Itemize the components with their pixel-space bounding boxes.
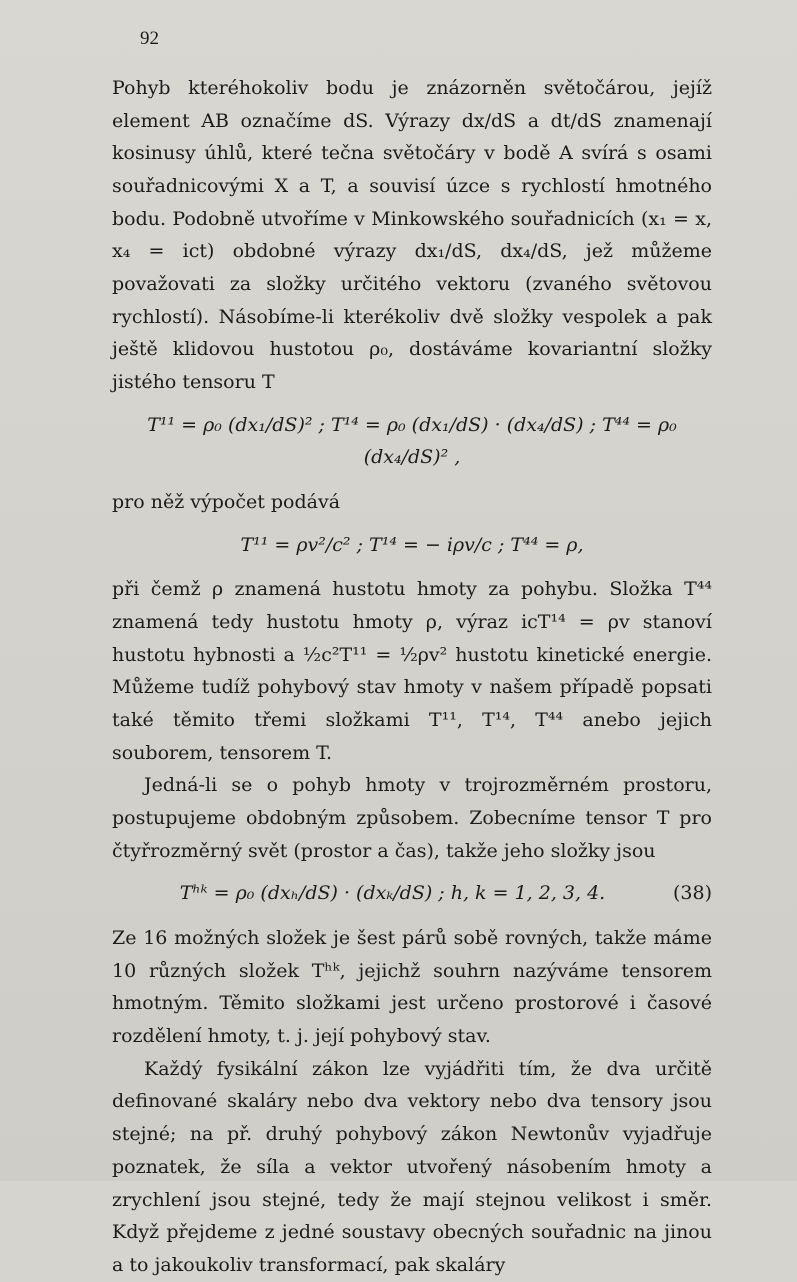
equation-computed-components: T¹¹ = ρv²/c² ; T¹⁴ = − iρv/c ; T⁴⁴ = ρ, (240, 533, 584, 556)
equation-tensor-components: T¹¹ = ρ₀ (dx₁/dS)² ; T¹⁴ = ρ₀ (dx₁/dS) · (dx₄/dS) ; T⁴⁴ = ρ₀ (dx₄/dS)² , (147, 413, 677, 469)
paragraph-6: Každý fysikální zákon lze vyjádřiti tím, že dva určitě definované skaláry nebo dva vektory nebo dva tensory jsou stejné; na př. druhý pohybový zákon Newtonův vyjadřuje poznatek, že síla a vektor utvořený násobením hmoty a zrychlení jsou stejné, tedy že mají stejnou velikost i směr. Když přejdeme z jedné soustavy obecných souřadnic na jinou a to jakoukoliv transformací, pak skaláry (112, 1057, 712, 1276)
paragraph-3: při čemž ρ znamená hustotu hmoty za pohybu. Složka T⁴⁴ znamená tedy hustotu hmoty ρ, výraz icT¹⁴ = ρv stanoví hustotu hybnosti a ½c²T¹¹ = ½ρv² hustotu kinetické energie. Můžeme tudíž pohybový stav hmoty v našem případě popsati také těmito třemi složkami T¹¹, T¹⁴, T⁴⁴ anebo jejich souborem, tensorem T. (112, 578, 712, 764)
equation-38 (112, 877, 712, 910)
equation-38-body: Tʰᵏ = ρ₀ (dxₕ/dS) · (dxₖ/dS) ; h, k = 1, 2, 3, 4. (179, 882, 606, 905)
page-number: 92 (140, 28, 159, 49)
equation-38-number: (38) (672, 882, 712, 905)
paragraph-5: Ze 16 možných složek je šest párů sobě rovných, takže máme 10 různých složek Tʰᵏ, jejichž souhrn nazýváme tensorem hmotným. Těmito složkami jest určeno prostorové i časové rozdělení hmoty, t. j. její pohybový stav. (112, 927, 712, 1048)
paragraph-1: Pohyb kteréhokoliv bodu je znázorněn světočárou, jejíž element AB označíme dS. Výrazy dx/dS a dt/dS znamenají kosinusy úhlů, které tečna světočáry v bodě A svírá s osami souřadnicovými X a T, a souvisí úzce s rychlostí hmotného bodu. Podobně utvoříme v Minkowského souřadnicích (x₁ = x, x₄ = ict) obdobné výrazy dx₁/dS, dx₄/dS, jež můžeme považovati za složky určitého vektoru (zvaného světovou rychlostí). Násobíme-li kterékoliv dvě složky vespolek a pak ještě klidovou hustotou ρ₀, dostáváme kovariantní složky jistého tensoru T (112, 77, 712, 394)
paragraph-4: Jedná-li se o pohyb hmoty v trojrozměrném prostoru, postupujeme obdobným způsobem. Zobecníme tensor T pro čtyřrozměrný svět (prostor a čas), takže jeho složky jsou (112, 774, 712, 862)
paragraph-2: pro něž výpočet podává (112, 491, 341, 514)
page-body (112, 72, 712, 1282)
